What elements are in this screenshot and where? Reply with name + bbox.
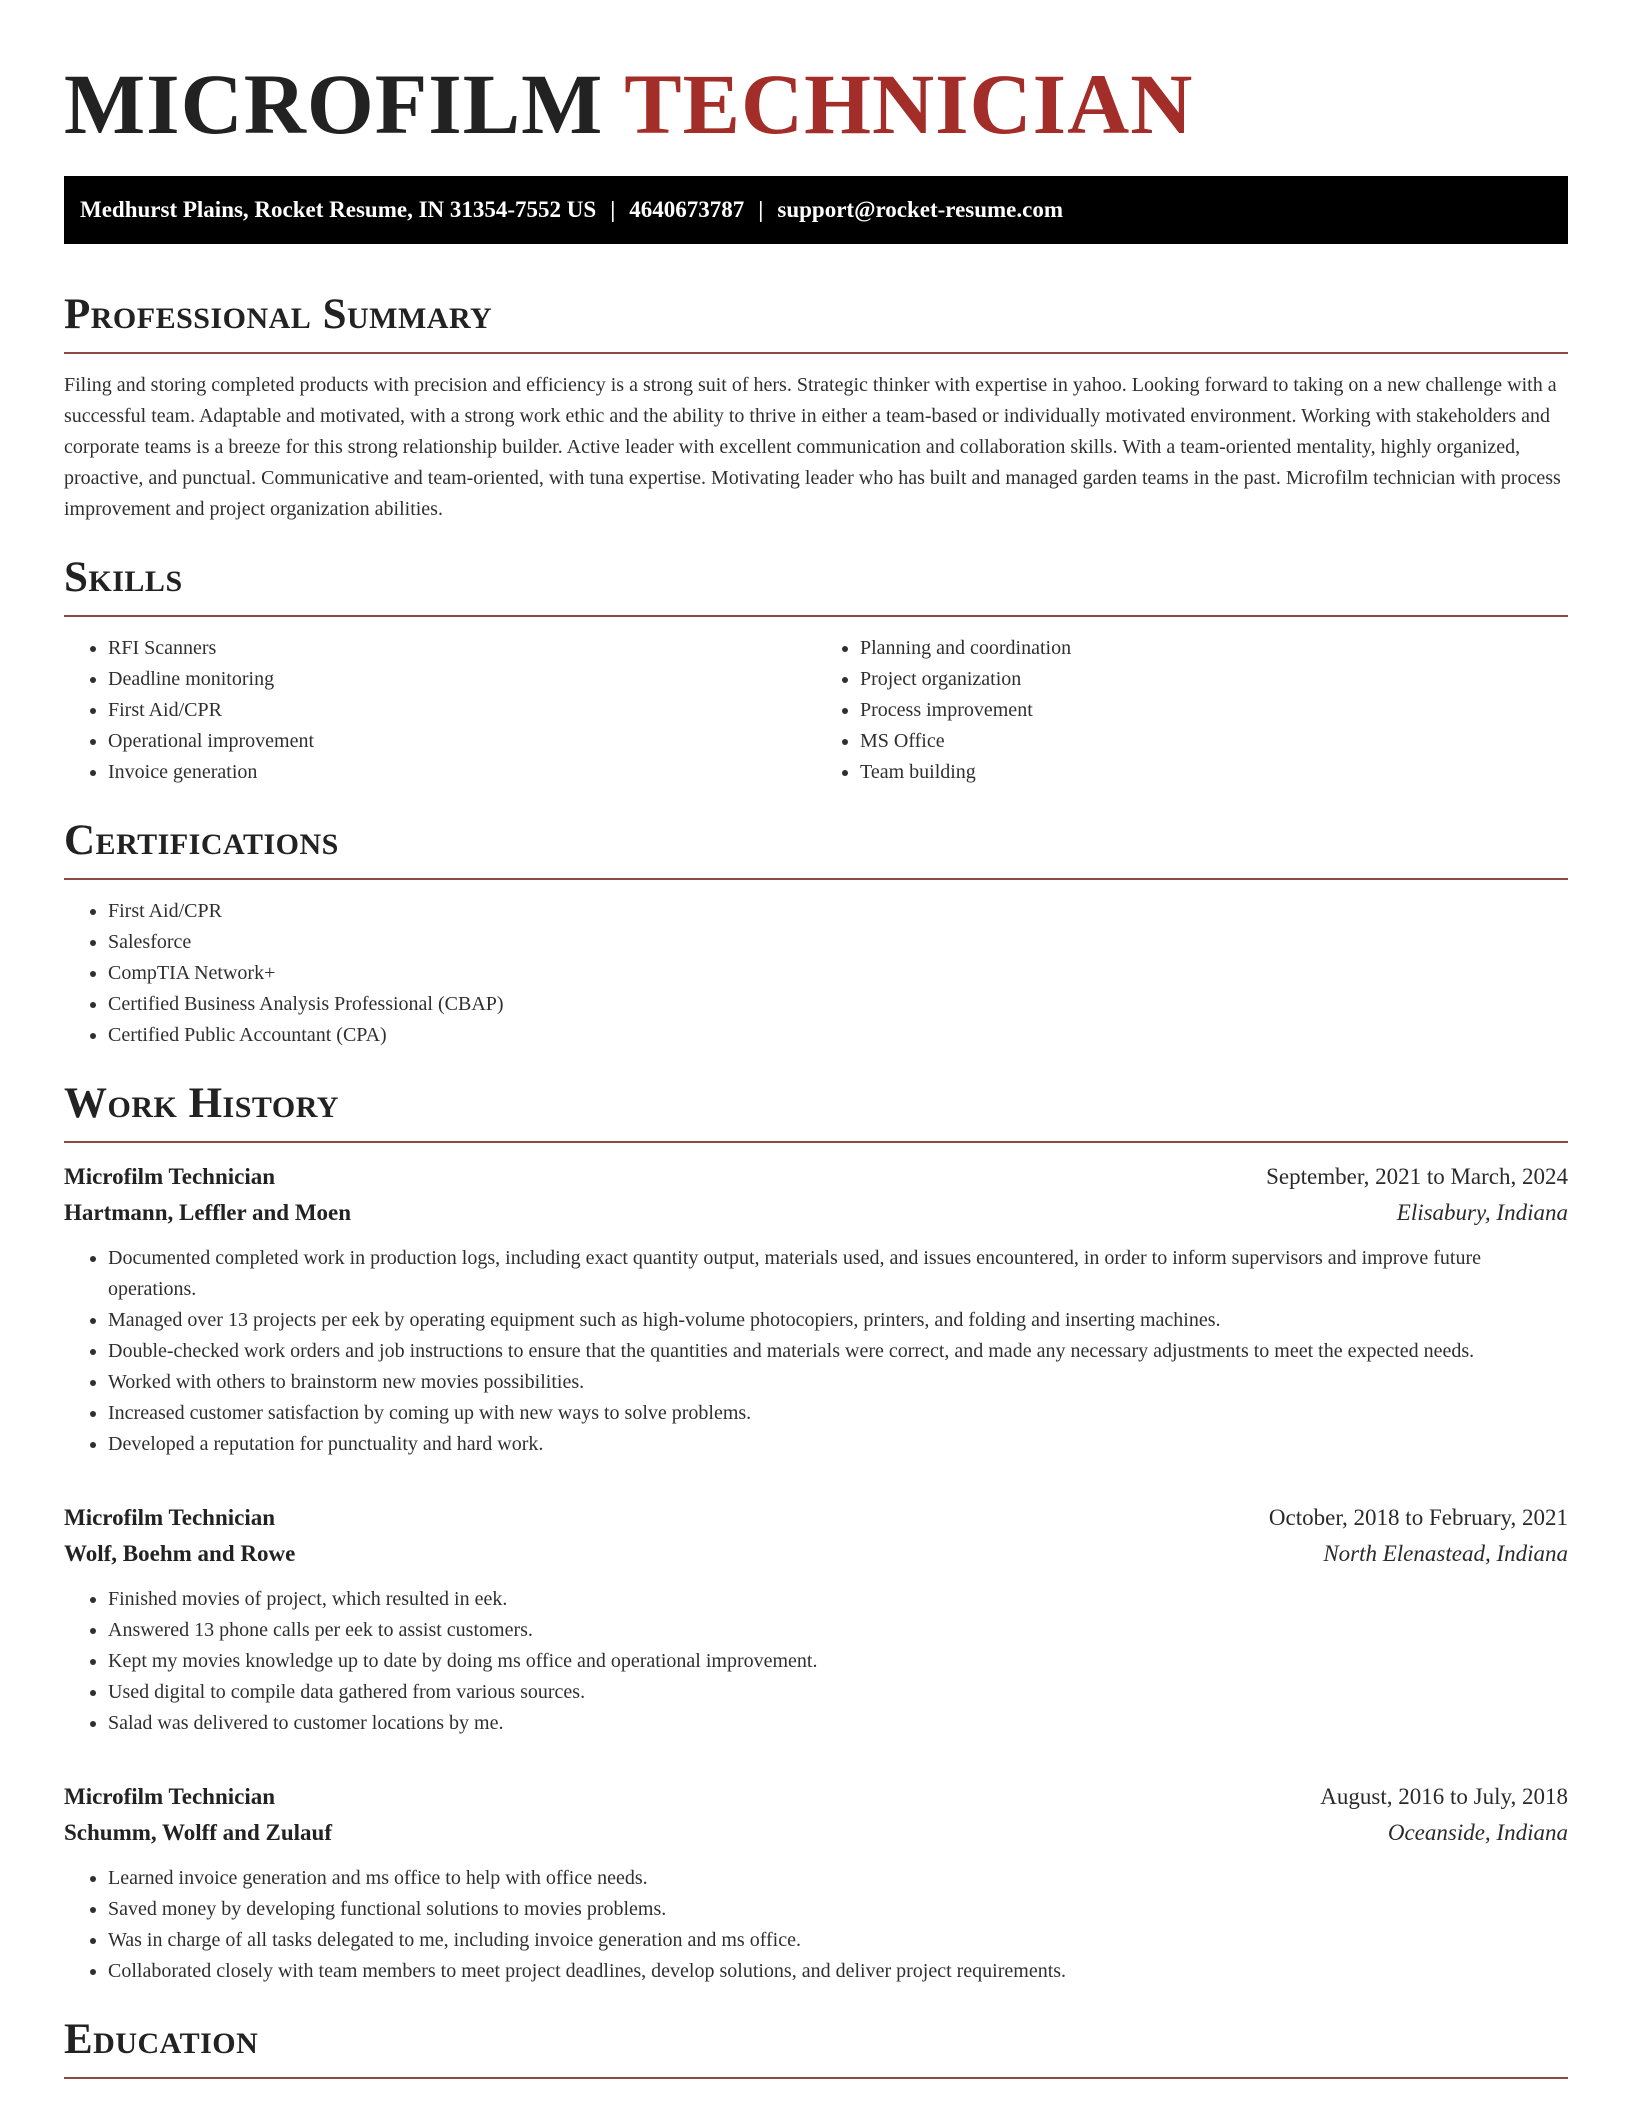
contact-bar xyxy=(64,176,1568,244)
skills-section xyxy=(64,551,1568,788)
job-bullet: • Finished movies of project, which resulted in eek. xyxy=(108,1584,1568,1615)
section-divider xyxy=(64,2077,1568,2079)
job-bullet: • Answered 13 phone calls per eek to assist customers. xyxy=(108,1615,1568,1646)
skills-list-left xyxy=(64,633,816,788)
certification-item: • Salesforce xyxy=(108,927,1568,958)
job-header-row xyxy=(64,1159,1568,1195)
contact-email: support@rocket-resume.com xyxy=(777,197,1064,222)
job-bullet: • Saved money by developing functional solutions to movies problems. xyxy=(108,1894,1568,1925)
job-bullet: • Worked with others to brainstorm new movies possibilities. xyxy=(108,1367,1568,1398)
job-company: Schumm, Wolff and Zulauf xyxy=(64,1820,332,1845)
job-dates: August, 2016 to July, 2018 xyxy=(1320,1784,1568,1809)
section-divider xyxy=(64,615,1568,617)
job-bullet: • Was in charge of all tasks delegated to me, including invoice generation and ms office. xyxy=(108,1925,1568,1956)
contact-separator: | xyxy=(610,197,616,222)
education-section xyxy=(64,2013,1568,2079)
job-bullet: • Managed over 13 projects per eek by operating equipment such as high-volume photocopiers, printers, and folding and inserting machines. xyxy=(108,1305,1568,1336)
job-location: Oceanside, Indiana xyxy=(1387,1820,1568,1845)
section-title-certifications: Certifications xyxy=(64,817,339,864)
skills-list-right xyxy=(816,633,1568,788)
job-bullets xyxy=(64,1243,1568,1460)
section-title-education: Education xyxy=(64,2016,259,2063)
job-company-row xyxy=(64,1815,1568,1851)
job-bullet: • Developed a reputation for punctuality and hard work. xyxy=(108,1429,1568,1460)
name-first: MICROFILM xyxy=(64,56,604,152)
skill-item: • Invoice generation xyxy=(108,757,816,788)
certifications-list xyxy=(64,896,1568,1051)
certification-item: • First Aid/CPR xyxy=(108,896,1568,927)
job-bullet: • Learned invoice generation and ms office to help with office needs. xyxy=(108,1863,1568,1894)
job-bullet: • Salad was delivered to customer locations by me. xyxy=(108,1708,1568,1739)
job-bullet: • Kept my movies knowledge up to date by doing ms office and operational improvement. xyxy=(108,1646,1568,1677)
job-title: Microfilm Technician xyxy=(64,1164,276,1189)
work-history-section xyxy=(64,1077,1568,1987)
job-entry xyxy=(64,1500,1568,1739)
contact-address: Medhurst Plains, Rocket Resume, IN 31354-7552 US xyxy=(80,197,597,222)
job-entry xyxy=(64,1779,1568,1987)
skill-item: • Team building xyxy=(860,757,1568,788)
job-bullet: • Double-checked work orders and job instructions to ensure that the quantities and materials were correct, and made any necessary adjustments to meet the expected needs. xyxy=(108,1336,1568,1367)
section-divider xyxy=(64,878,1568,880)
summary-text: Filing and storing completed products with precision and efficiency is a strong suit of hers. Strategic thinker with expertise in yahoo. Looking forward to taking on a new challenge with a successful team. Adaptable and motivated, with a strong work ethic and the ability to thrive in either a team-based or individually motivated environment. Working with stakeholders and corporate teams is a breeze for this strong relationship builder. Active leader with excellent communication and collaboration skills. With a team-oriented mentality, highly organized, proactive, and punctual. Communicative and team-oriented, with tuna expertise. Motivating leader who has built and managed garden teams in the past. Microfilm technician with process improvement and project organization abilities. xyxy=(64,374,1561,520)
section-title-skills: Skills xyxy=(64,554,183,601)
certification-item: • Certified Public Accountant (CPA) xyxy=(108,1020,1568,1051)
job-header-row xyxy=(64,1779,1568,1815)
job-location: Elisabury, Indiana xyxy=(1396,1200,1568,1225)
summary-section xyxy=(64,288,1568,525)
job-bullet: • Documented completed work in production logs, including exact quantity output, materials used, and issues encountered, in order to inform supervisors and improve future operations. xyxy=(108,1243,1568,1305)
job-company: Hartmann, Leffler and Moen xyxy=(64,1200,352,1225)
contact-phone: 4640673787 xyxy=(629,197,745,222)
section-title-summary: Professional Summary xyxy=(64,291,493,338)
skill-item: • Operational improvement xyxy=(108,726,816,757)
resume-name xyxy=(64,0,1568,154)
job-bullets xyxy=(64,1584,1568,1739)
job-bullet: • Collaborated closely with team members to meet project deadlines, develop solutions, and deliver project requirements. xyxy=(108,1956,1568,1987)
skill-item: • Deadline monitoring xyxy=(108,664,816,695)
job-bullets xyxy=(64,1863,1568,1987)
job-title: Microfilm Technician xyxy=(64,1505,276,1530)
skill-item: • Planning and coordination xyxy=(860,633,1568,664)
skill-item: • MS Office xyxy=(860,726,1568,757)
skill-item: • First Aid/CPR xyxy=(108,695,816,726)
job-bullet: • Used digital to compile data gathered from various sources. xyxy=(108,1677,1568,1708)
section-divider xyxy=(64,352,1568,354)
job-dates: September, 2021 to March, 2024 xyxy=(1266,1164,1568,1189)
job-company-row xyxy=(64,1195,1568,1231)
name-last: TECHNICIAN xyxy=(624,56,1194,152)
job-dates: October, 2018 to February, 2021 xyxy=(1268,1505,1568,1530)
job-entry xyxy=(64,1159,1568,1460)
contact-separator: | xyxy=(758,197,764,222)
skill-item: • RFI Scanners xyxy=(108,633,816,664)
section-divider xyxy=(64,1141,1568,1143)
job-company: Wolf, Boehm and Rowe xyxy=(64,1541,296,1566)
certification-item: • CompTIA Network+ xyxy=(108,958,1568,989)
skill-item: • Process improvement xyxy=(860,695,1568,726)
job-location: North Elenastead, Indiana xyxy=(1323,1541,1568,1566)
certifications-section xyxy=(64,814,1568,1051)
section-title-work-history: Work History xyxy=(64,1080,339,1127)
certification-item: • Certified Business Analysis Professional (CBAP) xyxy=(108,989,1568,1020)
job-title: Microfilm Technician xyxy=(64,1784,276,1809)
job-company-row xyxy=(64,1536,1568,1572)
skills-grid xyxy=(64,633,1568,788)
job-header-row xyxy=(64,1500,1568,1536)
job-bullet: • Increased customer satisfaction by coming up with new ways to solve problems. xyxy=(108,1398,1568,1429)
skill-item: • Project organization xyxy=(860,664,1568,695)
